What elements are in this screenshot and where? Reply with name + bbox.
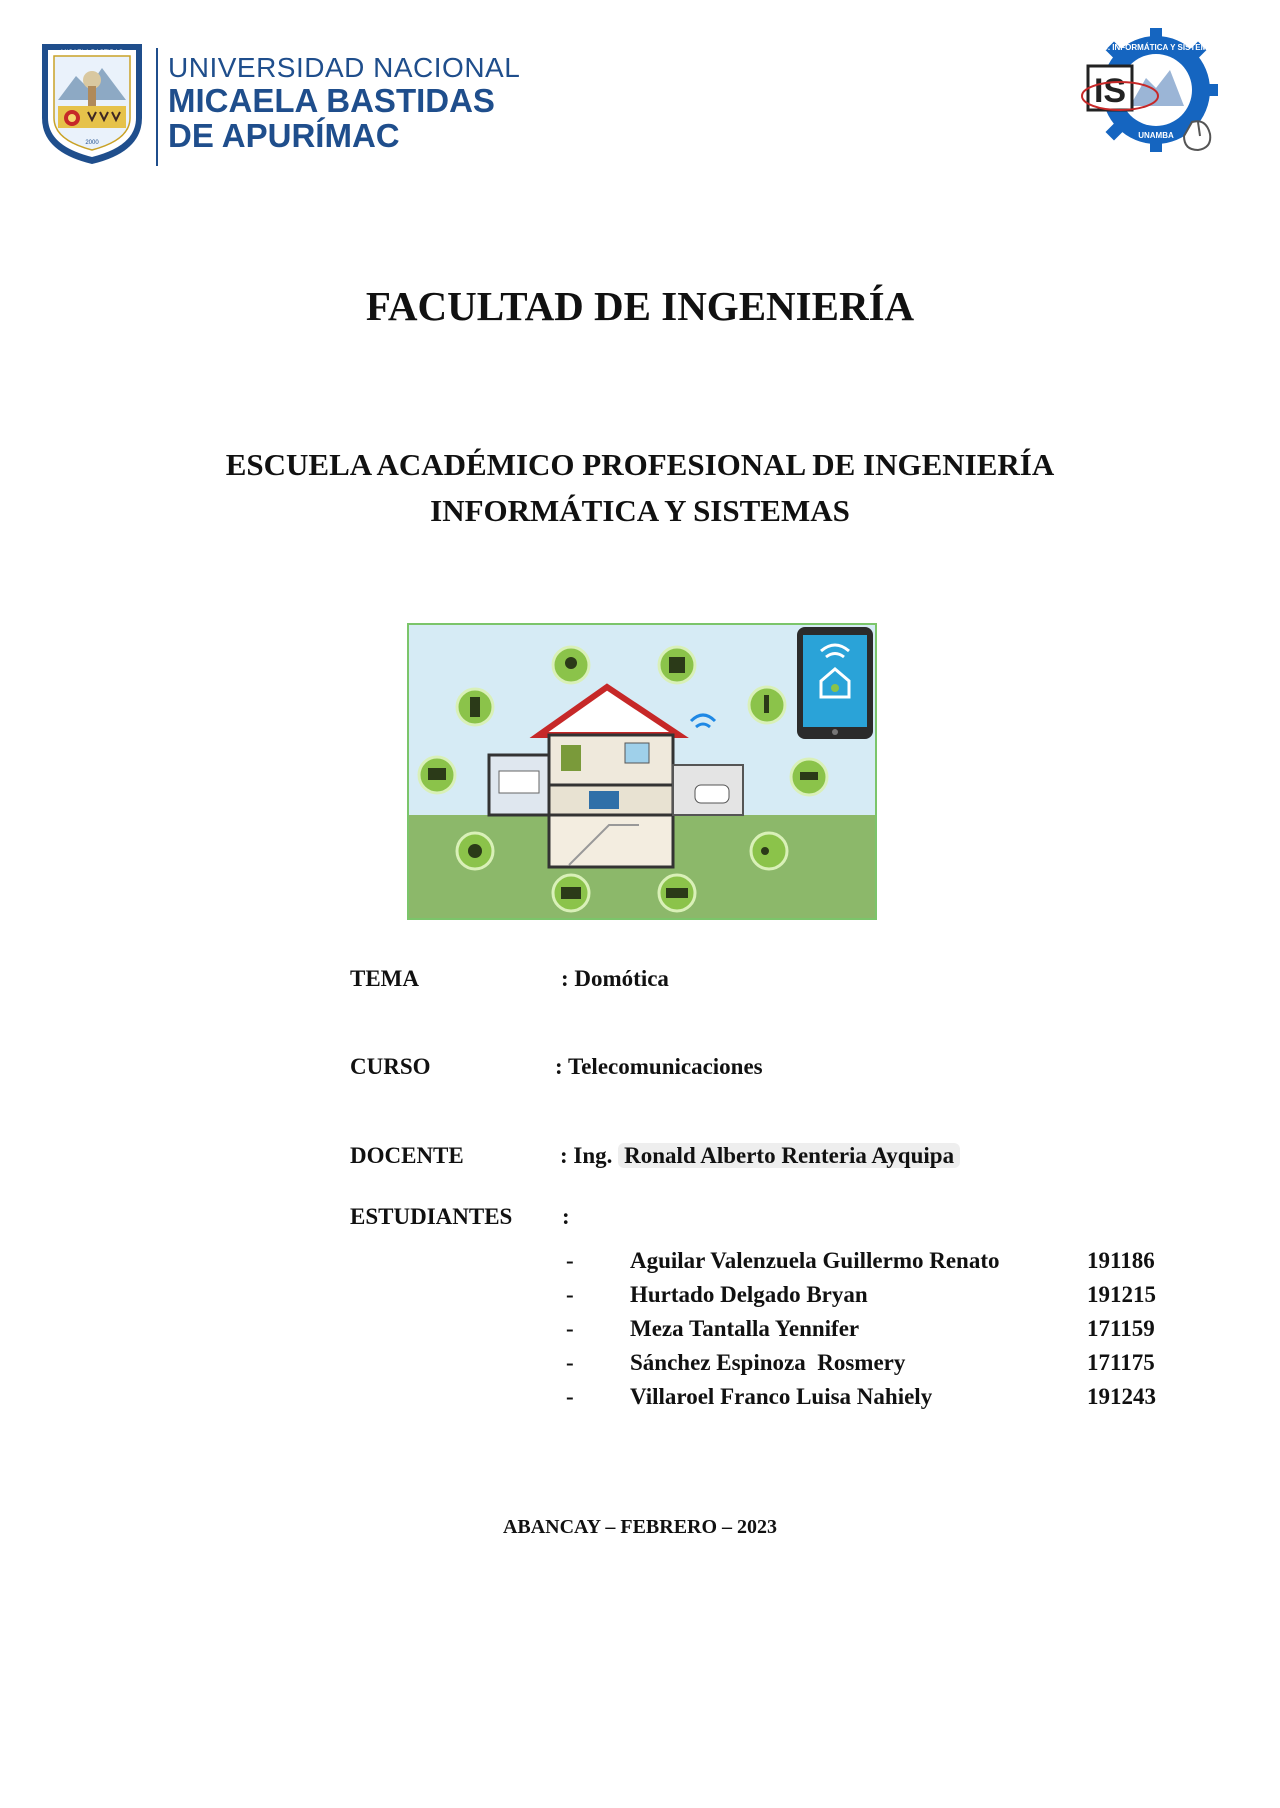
student-code: 171159 — [1087, 1316, 1155, 1341]
tema-label: TEMA — [350, 966, 419, 991]
university-line-2: MICAELA BASTIDAS — [168, 82, 495, 119]
docente-prefix: : Ing. — [560, 1143, 613, 1168]
list-item — [560, 1350, 1180, 1384]
student-code: 191186 — [1087, 1248, 1155, 1273]
list-item — [560, 1384, 1180, 1418]
seal-top-text: MICAELA BASTIDAS — [60, 49, 124, 56]
student-code: 191215 — [1087, 1282, 1156, 1307]
gear-emblem-icon — [1080, 26, 1222, 158]
curso-label: CURSO — [350, 1054, 431, 1079]
footer-place-date: ABANCAY – FEBRERO – 2023 — [502, 1516, 778, 1538]
tema-value: : Domótica — [561, 966, 669, 991]
emblem-letters: IS — [1093, 72, 1127, 110]
student-name: Meza Tantalla Yennifer — [630, 1316, 860, 1341]
emblem-ring-text: ING. INFORMÁTICA Y SISTEMAS — [1093, 43, 1219, 52]
faculty-title: FACULTAD DE INGENIERÍA — [365, 283, 915, 329]
list-item — [560, 1248, 1180, 1282]
emblem-bottom-text: UNAMBA — [1138, 131, 1174, 140]
list-item — [560, 1316, 1180, 1350]
university-seal-icon — [36, 40, 148, 168]
seal-year: 2000 — [85, 140, 99, 146]
docente-label: DOCENTE — [350, 1143, 464, 1168]
students-list — [560, 1248, 1180, 1418]
student-dash: - — [566, 1316, 574, 1341]
school-title-line-2: INFORMÁTICA Y SISTEMAS — [430, 493, 850, 528]
school-title-line-1: ESCUELA ACADÉMICO PROFESIONAL DE INGENIERÍA — [225, 447, 1055, 482]
student-dash: - — [566, 1384, 574, 1409]
estudiantes-colon: : — [562, 1204, 570, 1229]
estudiantes-label: ESTUDIANTES — [350, 1204, 513, 1229]
curso-value: : Telecomunicaciones — [555, 1054, 763, 1079]
list-item — [560, 1282, 1180, 1316]
university-wordmark — [168, 54, 520, 152]
student-code: 191243 — [1087, 1384, 1156, 1409]
university-line-3: DE APURÍMAC — [168, 117, 400, 154]
student-name: Hurtado Delgado Bryan — [630, 1282, 868, 1307]
student-name: Villaroel Franco Luisa Nahiely — [630, 1384, 933, 1409]
logo-divider — [156, 48, 158, 166]
smart-home-illustration — [407, 623, 877, 920]
school-title — [120, 442, 1160, 534]
university-line-1: UNIVERSIDAD NACIONAL — [168, 52, 521, 83]
student-dash: - — [566, 1350, 574, 1375]
student-dash: - — [566, 1248, 574, 1273]
student-name: Sánchez Espinoza Rosmery — [630, 1350, 906, 1375]
student-dash: - — [566, 1282, 574, 1307]
docente-name: Ronald Alberto Renteria Ayquipa — [618, 1143, 960, 1168]
smartphone-icon — [797, 627, 873, 739]
student-name: Aguilar Valenzuela Guillermo Renato — [630, 1248, 1000, 1273]
student-code: 171175 — [1087, 1350, 1155, 1375]
